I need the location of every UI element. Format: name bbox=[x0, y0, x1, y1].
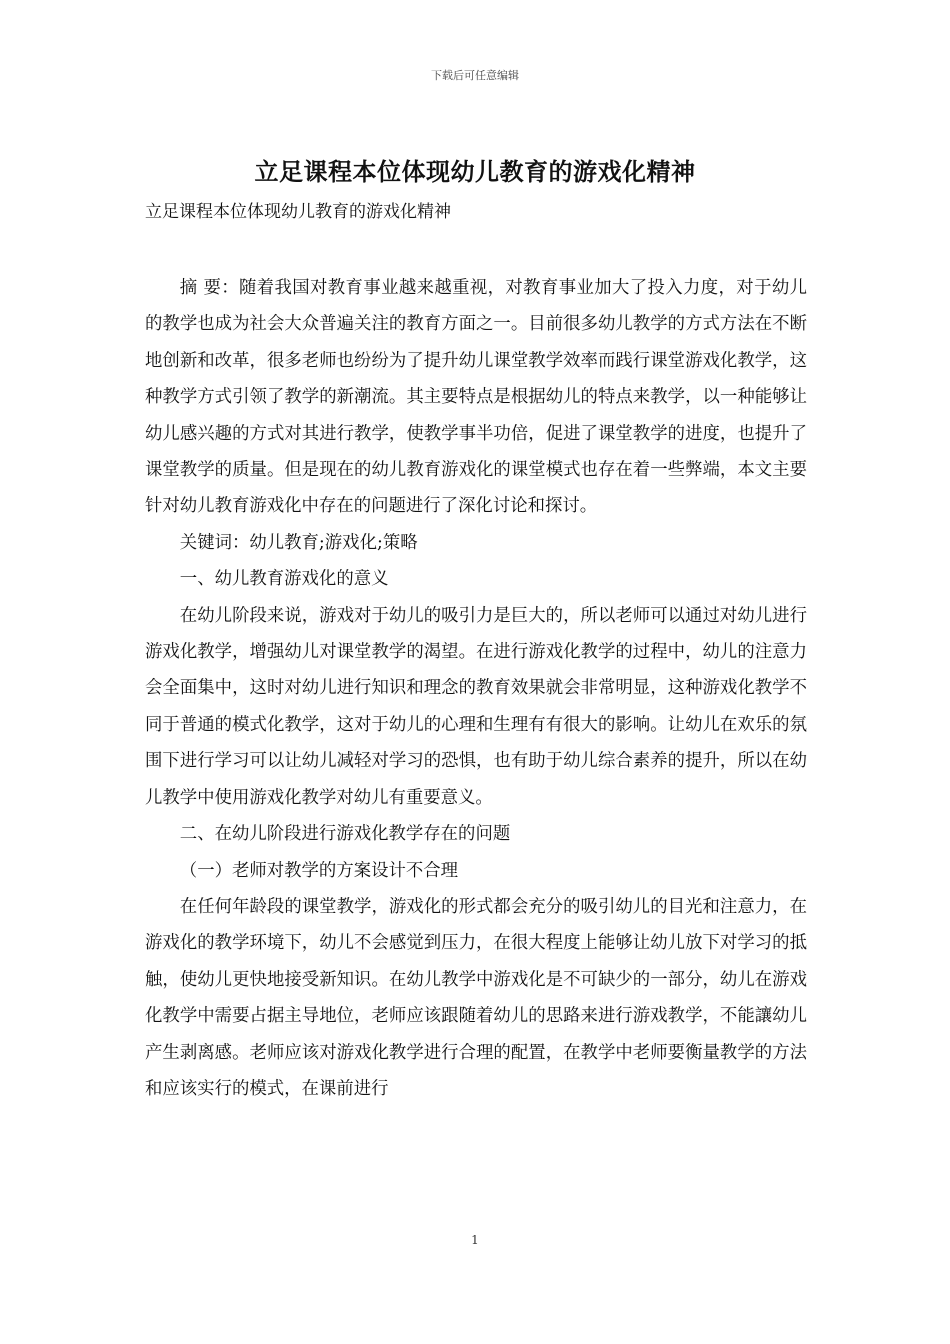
body-paragraph: 在幼儿阶段来说，游戏对于幼儿的吸引力是巨大的，所以老师可以通过对幼儿进行游戏化教学，增强幼儿对课堂教学的渴望。在进行游戏化教学的过程中，幼儿的注意力会全面集中，这时对幼儿进行知识和理念的教育效果就会非常明显，这种游戏化教学不同于普通的模式化教学，这对于幼儿的心理和生理有有很大的影响。让幼儿在欢乐的氛围下进行学习可以让幼儿减轻对学习的恐惧，也有助于幼儿综合素养的提升，所以在幼儿教学中使用游戏化教学对幼儿有重要意义。 bbox=[145, 605, 807, 808]
document-title: 立足课程本位体现幼儿教育的游戏化精神 bbox=[254, 157, 696, 186]
abstract-paragraph: 摘 要：随着我国对教育事业越来越重视，对教育事业加大了投入力度，对于幼儿的教学也成为社会大众普遍关注的教育方面之一。目前很多幼儿教学的方式方法在不断地创新和改革，很多老师也纷纷为了提升幼儿课堂教学效率而践行课堂游戏化教学，这种教学方式引领了教学的新潮流。其主要特点是根据幼儿的特点来教学，以一种能够让幼儿感兴趣的方式对其进行教学，使教学事半功倍，促进了课堂教学的进度，也提升了课堂教学的质量。但是现在的幼儿教育游戏化的课堂模式也存在着一些弊端，本文主要针对幼儿教育游戏化中存在的问题进行了深化讨论和探讨。 bbox=[145, 278, 807, 517]
document-subtitle: 立足课程本位体现幼儿教育的游戏化精神 bbox=[145, 202, 451, 222]
header-note: 下载后可任意编辑 bbox=[431, 69, 519, 82]
section-heading-1: 一、幼儿教育游戏化的意义 bbox=[179, 569, 389, 590]
body-paragraph: 在任何年龄段的课堂教学，游戏化的形式都会充分的吸引幼儿的目光和注意力，在游戏化的教学环境下，幼儿不会感觉到压力，在很大程度上能够让幼儿放下对学习的抵触，使幼儿更快地接受新知识。在幼儿教学中游戏化是不可缺少的一部分，幼儿在游戏化教学中需要占据主导地位，老师应该跟随着幼儿的思路来进行游戏教学，不能讓幼儿产生剥离感。老师应该对游戏化教学进行合理的配置，在教学中老师要衡量教学的方法和应该实行的模式，在课前进行 bbox=[145, 896, 807, 1099]
keywords-line: 关键词：幼儿教育;游戏化;策略 bbox=[179, 532, 418, 553]
page-number: 1 bbox=[471, 1233, 479, 1247]
document-body bbox=[145, 270, 807, 1107]
subsection-heading-1: （一）老师对教学的方案设计不合理 bbox=[179, 860, 459, 881]
section-heading-2: 二、在幼儿阶段进行游戏化教学存在的问题 bbox=[179, 824, 511, 845]
